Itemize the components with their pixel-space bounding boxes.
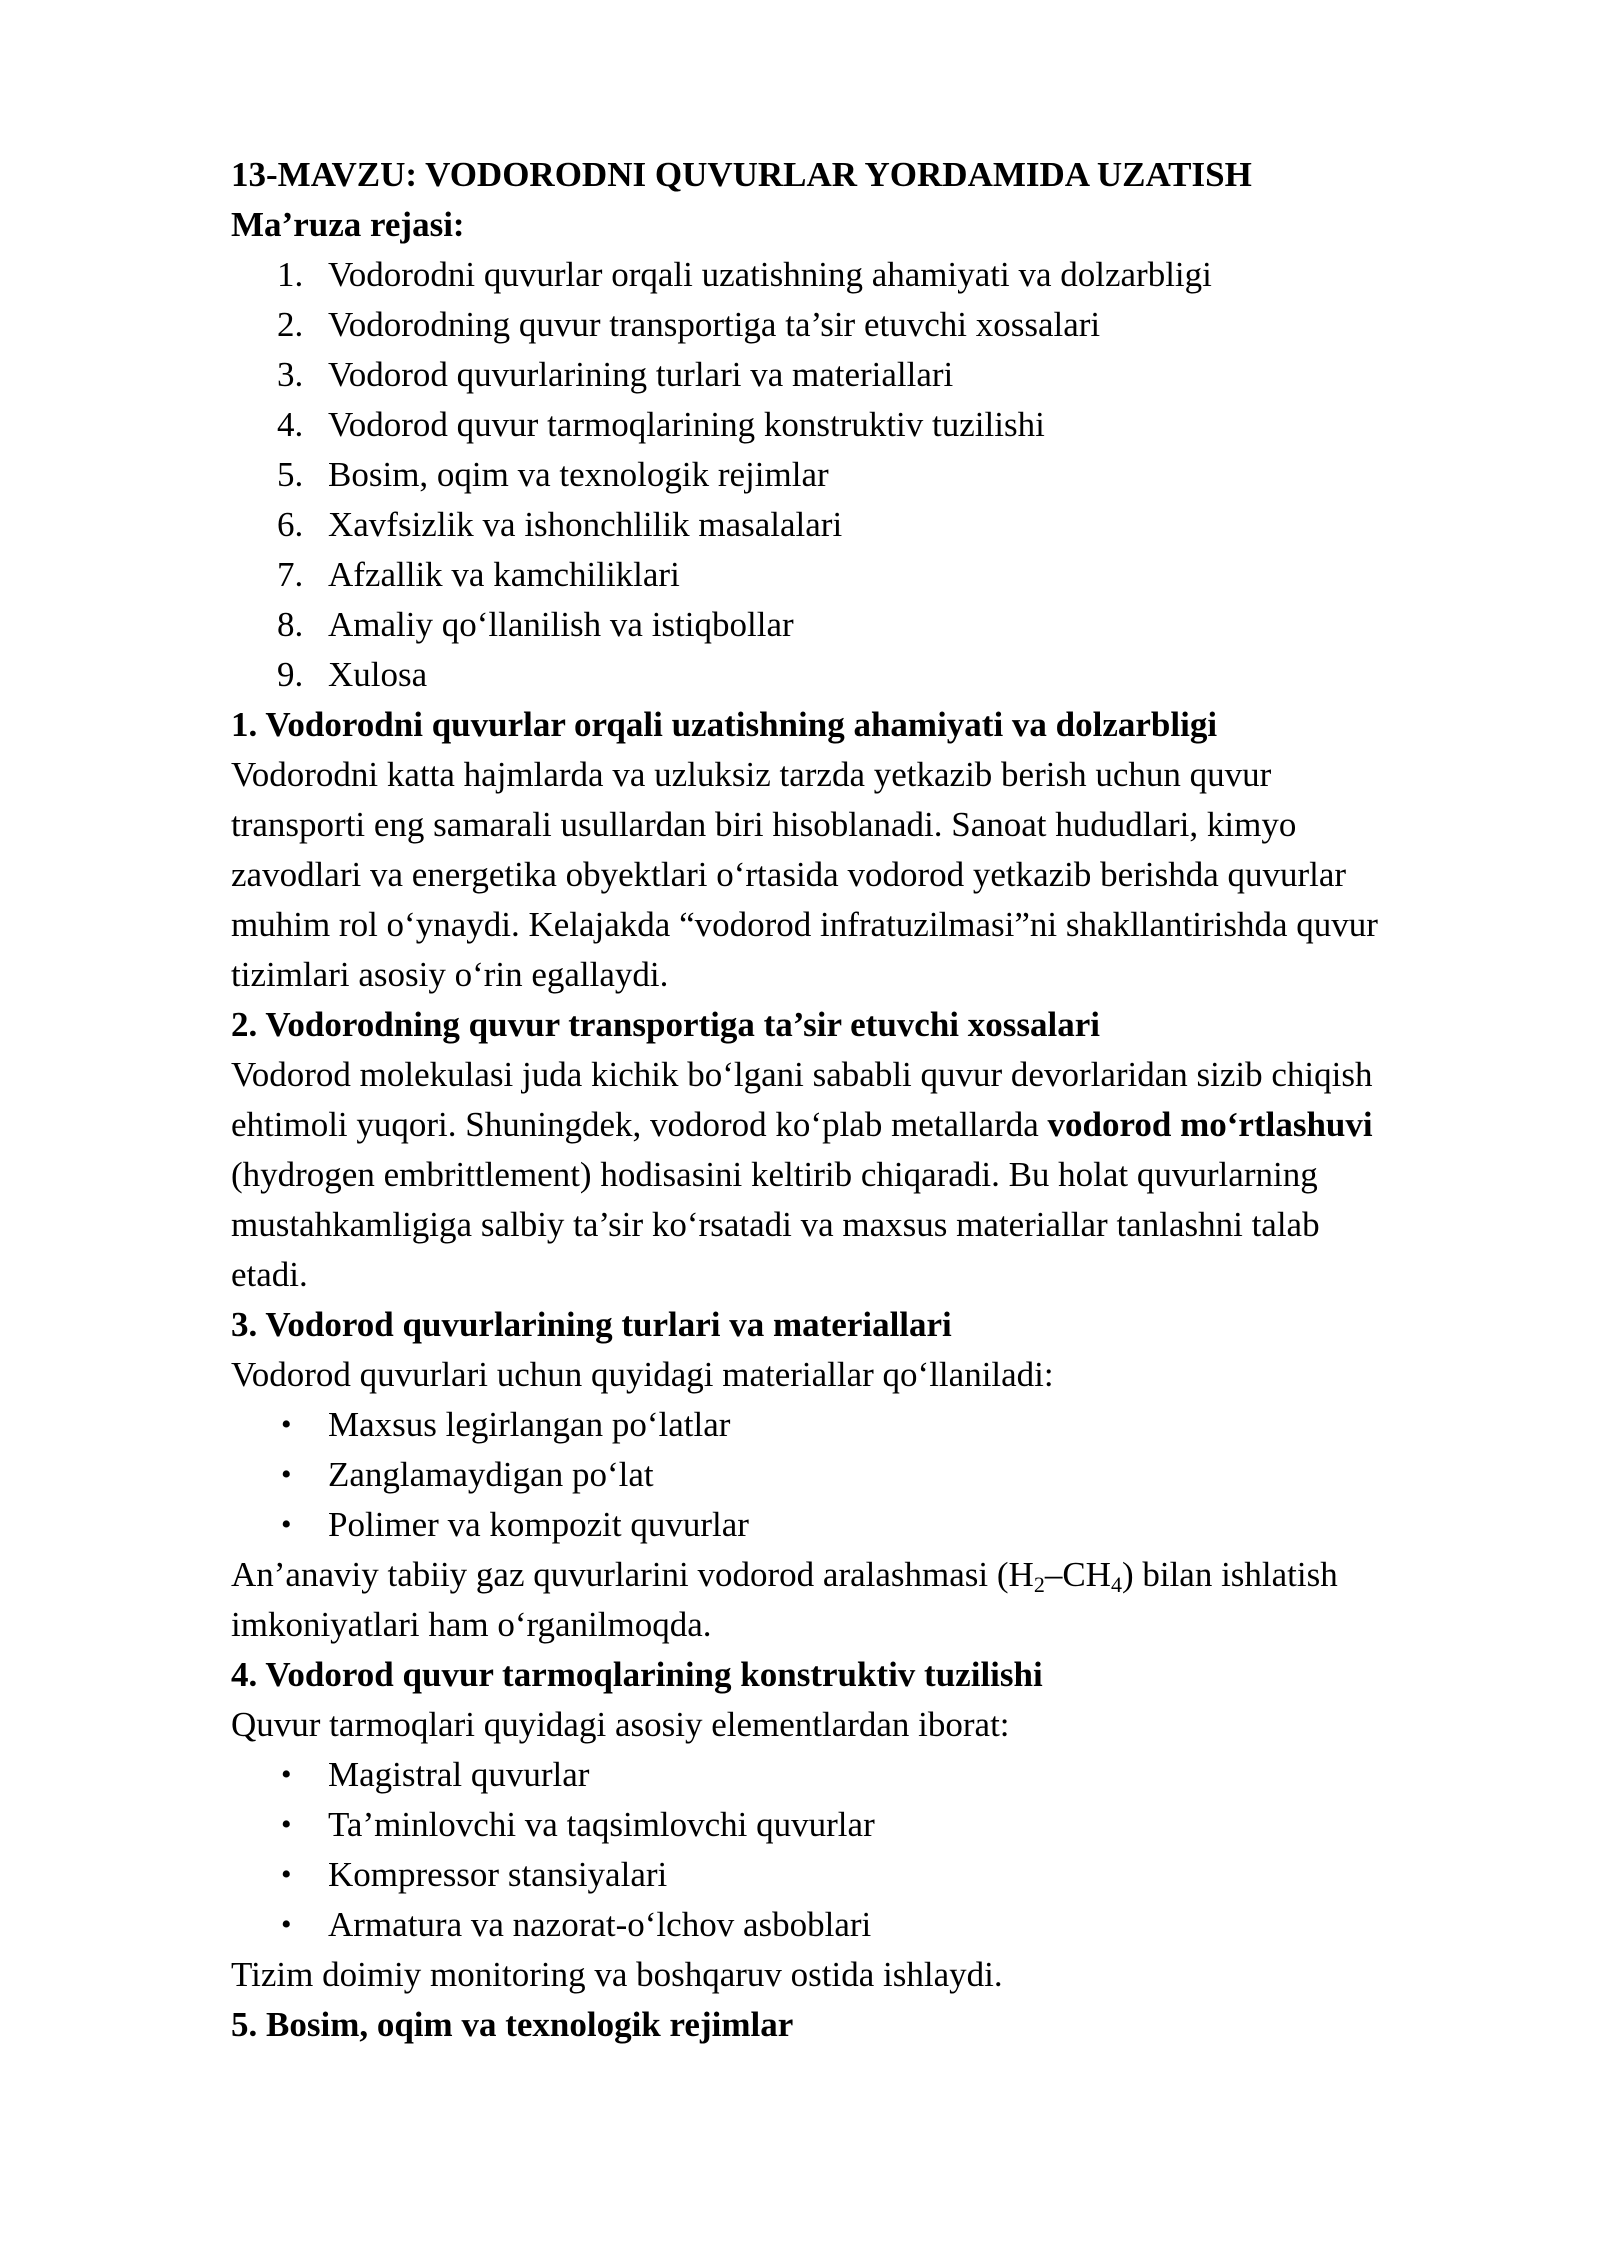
list-item [231, 1500, 1481, 1550]
section-3-bullet-list [231, 1400, 1481, 1550]
section-3-after [231, 1550, 1481, 1600]
bullet-icon: • [281, 1908, 292, 1941]
plan-item [231, 600, 1481, 650]
section-3-text: An’anaviy tabiiy gaz quvurlarini vodorod aralashmasi (H [231, 1555, 1034, 1594]
plan-item-number: 9. [277, 655, 304, 694]
section-4-after: Tizim doimiy monitoring va boshqaruv ostida ishlaydi. [231, 1955, 1003, 1994]
subscript: 2 [1033, 1572, 1045, 1597]
list-item [231, 1850, 1481, 1900]
list-item [231, 1800, 1481, 1850]
list-item-text: Zanglamaydigan po‘lat [328, 1455, 654, 1494]
plan-item-text: Bosim, oqim va texnologik rejimlar [328, 455, 829, 494]
plan-item [231, 300, 1481, 350]
bullet-icon: • [281, 1408, 292, 1441]
list-item-text: Armatura va nazorat-o‘lchov asboblari [328, 1905, 872, 1944]
section-2-text: ehtimoli yuqori. Shuningdek, vodorod ko‘plab metallarda [231, 1105, 1048, 1144]
bullet-icon: • [281, 1508, 292, 1541]
plan-item-text: Vodorod quvurlarining turlari va materiallari [328, 355, 954, 394]
section-1-line: muhim rol o‘ynaydi. Kelajakda “vodorod infratuzilmasi”ni shakllantirishda quvur [231, 905, 1378, 944]
list-item-text: Ta’minlovchi va taqsimlovchi quvurlar [328, 1805, 875, 1844]
plan-item-text: Afzallik va kamchiliklari [328, 555, 680, 594]
list-item [231, 1900, 1481, 1950]
plan-item [231, 650, 1481, 700]
list-item-text: Polimer va kompozit quvurlar [328, 1505, 749, 1544]
plan-item-number: 3. [277, 355, 304, 394]
section-1-line: transporti eng samarali usullardan biri hisoblanadi. Sanoat hududlari, kimyo [231, 805, 1297, 844]
section-3-heading: 3. Vodorod quvurlarining turlari va materiallari [231, 1305, 952, 1344]
plan-item-number: 2. [277, 305, 304, 344]
bullet-icon: • [281, 1808, 292, 1841]
section-3-text: –CH [1044, 1555, 1111, 1594]
section-2-line [231, 1100, 1481, 1150]
document-body [231, 150, 1481, 2050]
plan-item-number: 6. [277, 505, 304, 544]
section-1-line: Vodorodni katta hajmlarda va uzluksiz tarzda yetkazib berish uchun quvur [231, 755, 1272, 794]
plan-item-number: 4. [277, 405, 304, 444]
plan-item-text: Xavfsizlik va ishonchlilik masalalari [328, 505, 843, 544]
plan-item-text: Vodorodni quvurlar orqali uzatishning ahamiyati va dolzarbligi [328, 255, 1212, 294]
list-item [231, 1450, 1481, 1500]
plan-item [231, 400, 1481, 450]
plan-item [231, 250, 1481, 300]
plan-list [231, 250, 1481, 700]
section-1-line: zavodlari va energetika obyektlari o‘rtasida vodorod yetkazib berishda quvurlar [231, 855, 1347, 894]
plan-item [231, 350, 1481, 400]
section-4-intro: Quvur tarmoqlari quyidagi asosiy elementlardan iborat: [231, 1705, 1010, 1744]
plan-item-text: Xulosa [328, 655, 428, 694]
bullet-icon: • [281, 1758, 292, 1791]
plan-heading: Ma’ruza rejasi: [231, 205, 465, 244]
list-item-text: Maxsus legirlangan po‘latlar [328, 1405, 731, 1444]
subscript: 4 [1110, 1572, 1122, 1597]
document-title: 13-MAVZU: VODORODNI QUVURLAR YORDAMIDA UZATISH [231, 155, 1252, 194]
section-2-line: (hydrogen embrittlement) hodisasini keltirib chiqaradi. Bu holat quvurlarning [231, 1155, 1318, 1194]
section-1-line: tizimlari asosiy o‘rin egallaydi. [231, 955, 669, 994]
plan-item [231, 550, 1481, 600]
list-item-text: Kompressor stansiyalari [328, 1855, 668, 1894]
section-3-after-line: imkoniyatlari ham o‘rganilmoqda. [231, 1605, 712, 1644]
bullet-icon: • [281, 1858, 292, 1891]
section-2-bold-term: vodorod mo‘rtlashuvi [1047, 1105, 1373, 1144]
section-2-line: etadi. [231, 1255, 308, 1294]
section-4-heading: 4. Vodorod quvur tarmoqlarining konstruktiv tuzilishi [231, 1655, 1043, 1694]
plan-item-text: Amaliy qo‘llanilish va istiqbollar [328, 605, 794, 644]
section-2-heading: 2. Vodorodning quvur transportiga ta’sir etuvchi xossalari [231, 1005, 1100, 1044]
list-item-text: Magistral quvurlar [328, 1755, 590, 1794]
plan-item-number: 7. [277, 555, 304, 594]
section-2-line: mustahkamligiga salbiy ta’sir ko‘rsatadi va maxsus materiallar tanlashni talab [231, 1205, 1320, 1244]
plan-item-number: 1. [277, 255, 304, 294]
section-4-bullet-list [231, 1750, 1481, 1950]
plan-item [231, 450, 1481, 500]
section-5-heading: 5. Bosim, oqim va texnologik rejimlar [231, 2005, 794, 2044]
bullet-icon: • [281, 1458, 292, 1491]
section-1-heading: 1. Vodorodni quvurlar orqali uzatishning ahamiyati va dolzarbligi [231, 705, 1218, 744]
plan-item-text: Vodorodning quvur transportiga ta’sir etuvchi xossalari [328, 305, 1101, 344]
section-3-text: ) bilan ishlatish [1121, 1555, 1338, 1594]
section-2-line: Vodorod molekulasi juda kichik bo‘lgani sababli quvur devorlaridan sizib chiqish [231, 1055, 1373, 1094]
plan-item-text: Vodorod quvur tarmoqlarining konstruktiv tuzilishi [328, 405, 1045, 444]
plan-item [231, 500, 1481, 550]
list-item [231, 1400, 1481, 1450]
plan-item-number: 8. [277, 605, 304, 644]
plan-item-number: 5. [277, 455, 304, 494]
list-item [231, 1750, 1481, 1800]
section-3-intro: Vodorod quvurlari uchun quyidagi materiallar qo‘llaniladi: [231, 1355, 1054, 1394]
